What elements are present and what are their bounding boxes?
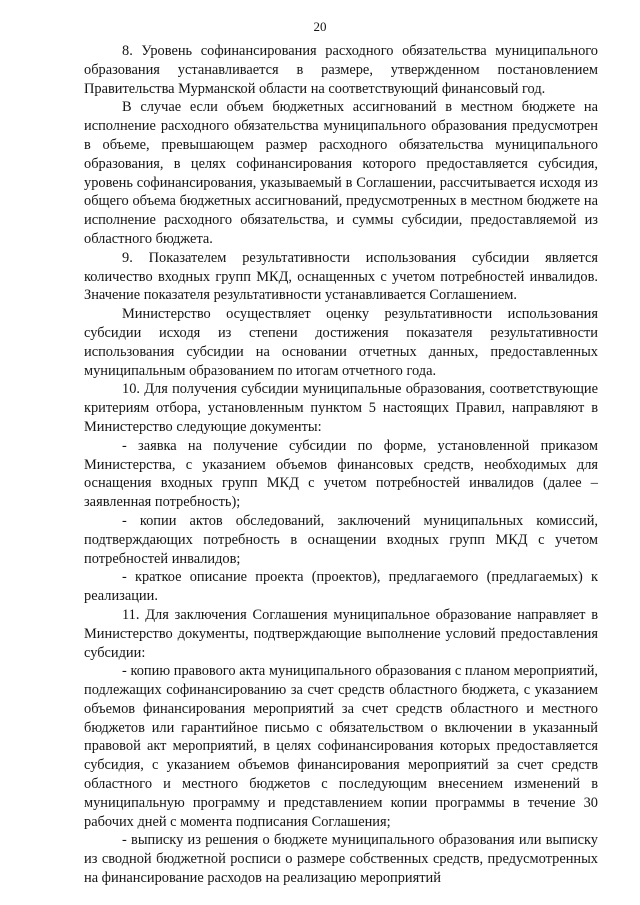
document-body [84, 42, 598, 888]
list-item-legal-act-copy: - копию правового акта муниципального образования с планом мероприятий, подлежащих софинансированию за счет средств областного бюджета, с указанием объемов финансирования мероприятий за счет средств областного и местного бюджетов или гарантийное письмо с обязательством о включении в указанный правовой акт мероприятий, в целях софинансирования которых предоставляется субсидия, с указанием объемов финансирования мероприятий за счет средств областного и местного бюджетов с последующим внесением изменений в муниципальную программу и представлением копии программы в течение 30 рабочих дней с момента подписания Соглашения; [84, 663, 598, 830]
page-number: 20 [313, 19, 327, 34]
list-item-budget-extract: - выписку из решения о бюджете муниципального образования или выписку из сводной бюджетной росписи о размере собственных средств, предусмотренных на финансирование расходов на реализацию мероприятий [84, 832, 598, 887]
paragraph-ministry-evaluation: Министерство осуществляет оценку результативности использования субсидии исходя из степени достижения показателя результативности использования субсидии на основании отчетных данных, предоставленных муниципальным образованием по итогам отчетного года. [84, 306, 598, 379]
paragraph-9-performance-indicator: 9. Показателем результативности использования субсидии является количество входных групп МКД, оснащенных с учетом потребностей инвалидов. Значение показателя результативности устанавливается Соглашением. [84, 249, 598, 304]
paragraph-cofinancing-calculation: В случае если объем бюджетных ассигнований в местном бюджете на исполнение расходного обязательства муниципального образования предусмотрен в объеме, превышающем размер расходного обязательства муниципального образования, в целях софинансирования которого предоставляется субсидия, уровень софинансирования, указываемый в Соглашении, рассчитывается исходя из общего объема бюджетных ассигнований, предусмотренных в местном бюджете на исполнение расходного обязательства, и суммы субсидии, предоставляемой из областного бюджета. [84, 99, 598, 247]
paragraph-8-cofinancing-level: 8. Уровень софинансирования расходного обязательства муниципального образования устанавливается в размере, утвержденном постановлением Правительства Мурманской области на соответствующий финансовый год. [84, 43, 598, 97]
paragraph-11-agreement-documents: 11. Для заключения Соглашения муниципальное образование направляет в Министерство документы, подтверждающие выполнение условий предоставления субсидии: [84, 606, 598, 661]
list-item-application: - заявка на получение субсидии по форме, установленной приказом Министерства, с указанием объемов финансовых средств, необходимых для оснащения входных групп МКД с учетом потребностей инвалидов (далее – заявленная потребность); [84, 437, 598, 511]
paragraph-10-documents-required: 10. Для получения субсидии муниципальные образования, соответствующие критериям отбора, установленным пунктом 5 настоящих Правил, направляют в Министерство следующие документы: [84, 381, 598, 435]
list-item-inspection-acts: - копии актов обследований, заключений муниципальных комиссий, подтверждающих потребность в оснащении входных групп МКД с учетом потребностей инвалидов; [84, 512, 598, 567]
list-item-project-description: - краткое описание проекта (проектов), предлагаемого (предлагаемых) к реализации. [84, 569, 598, 605]
